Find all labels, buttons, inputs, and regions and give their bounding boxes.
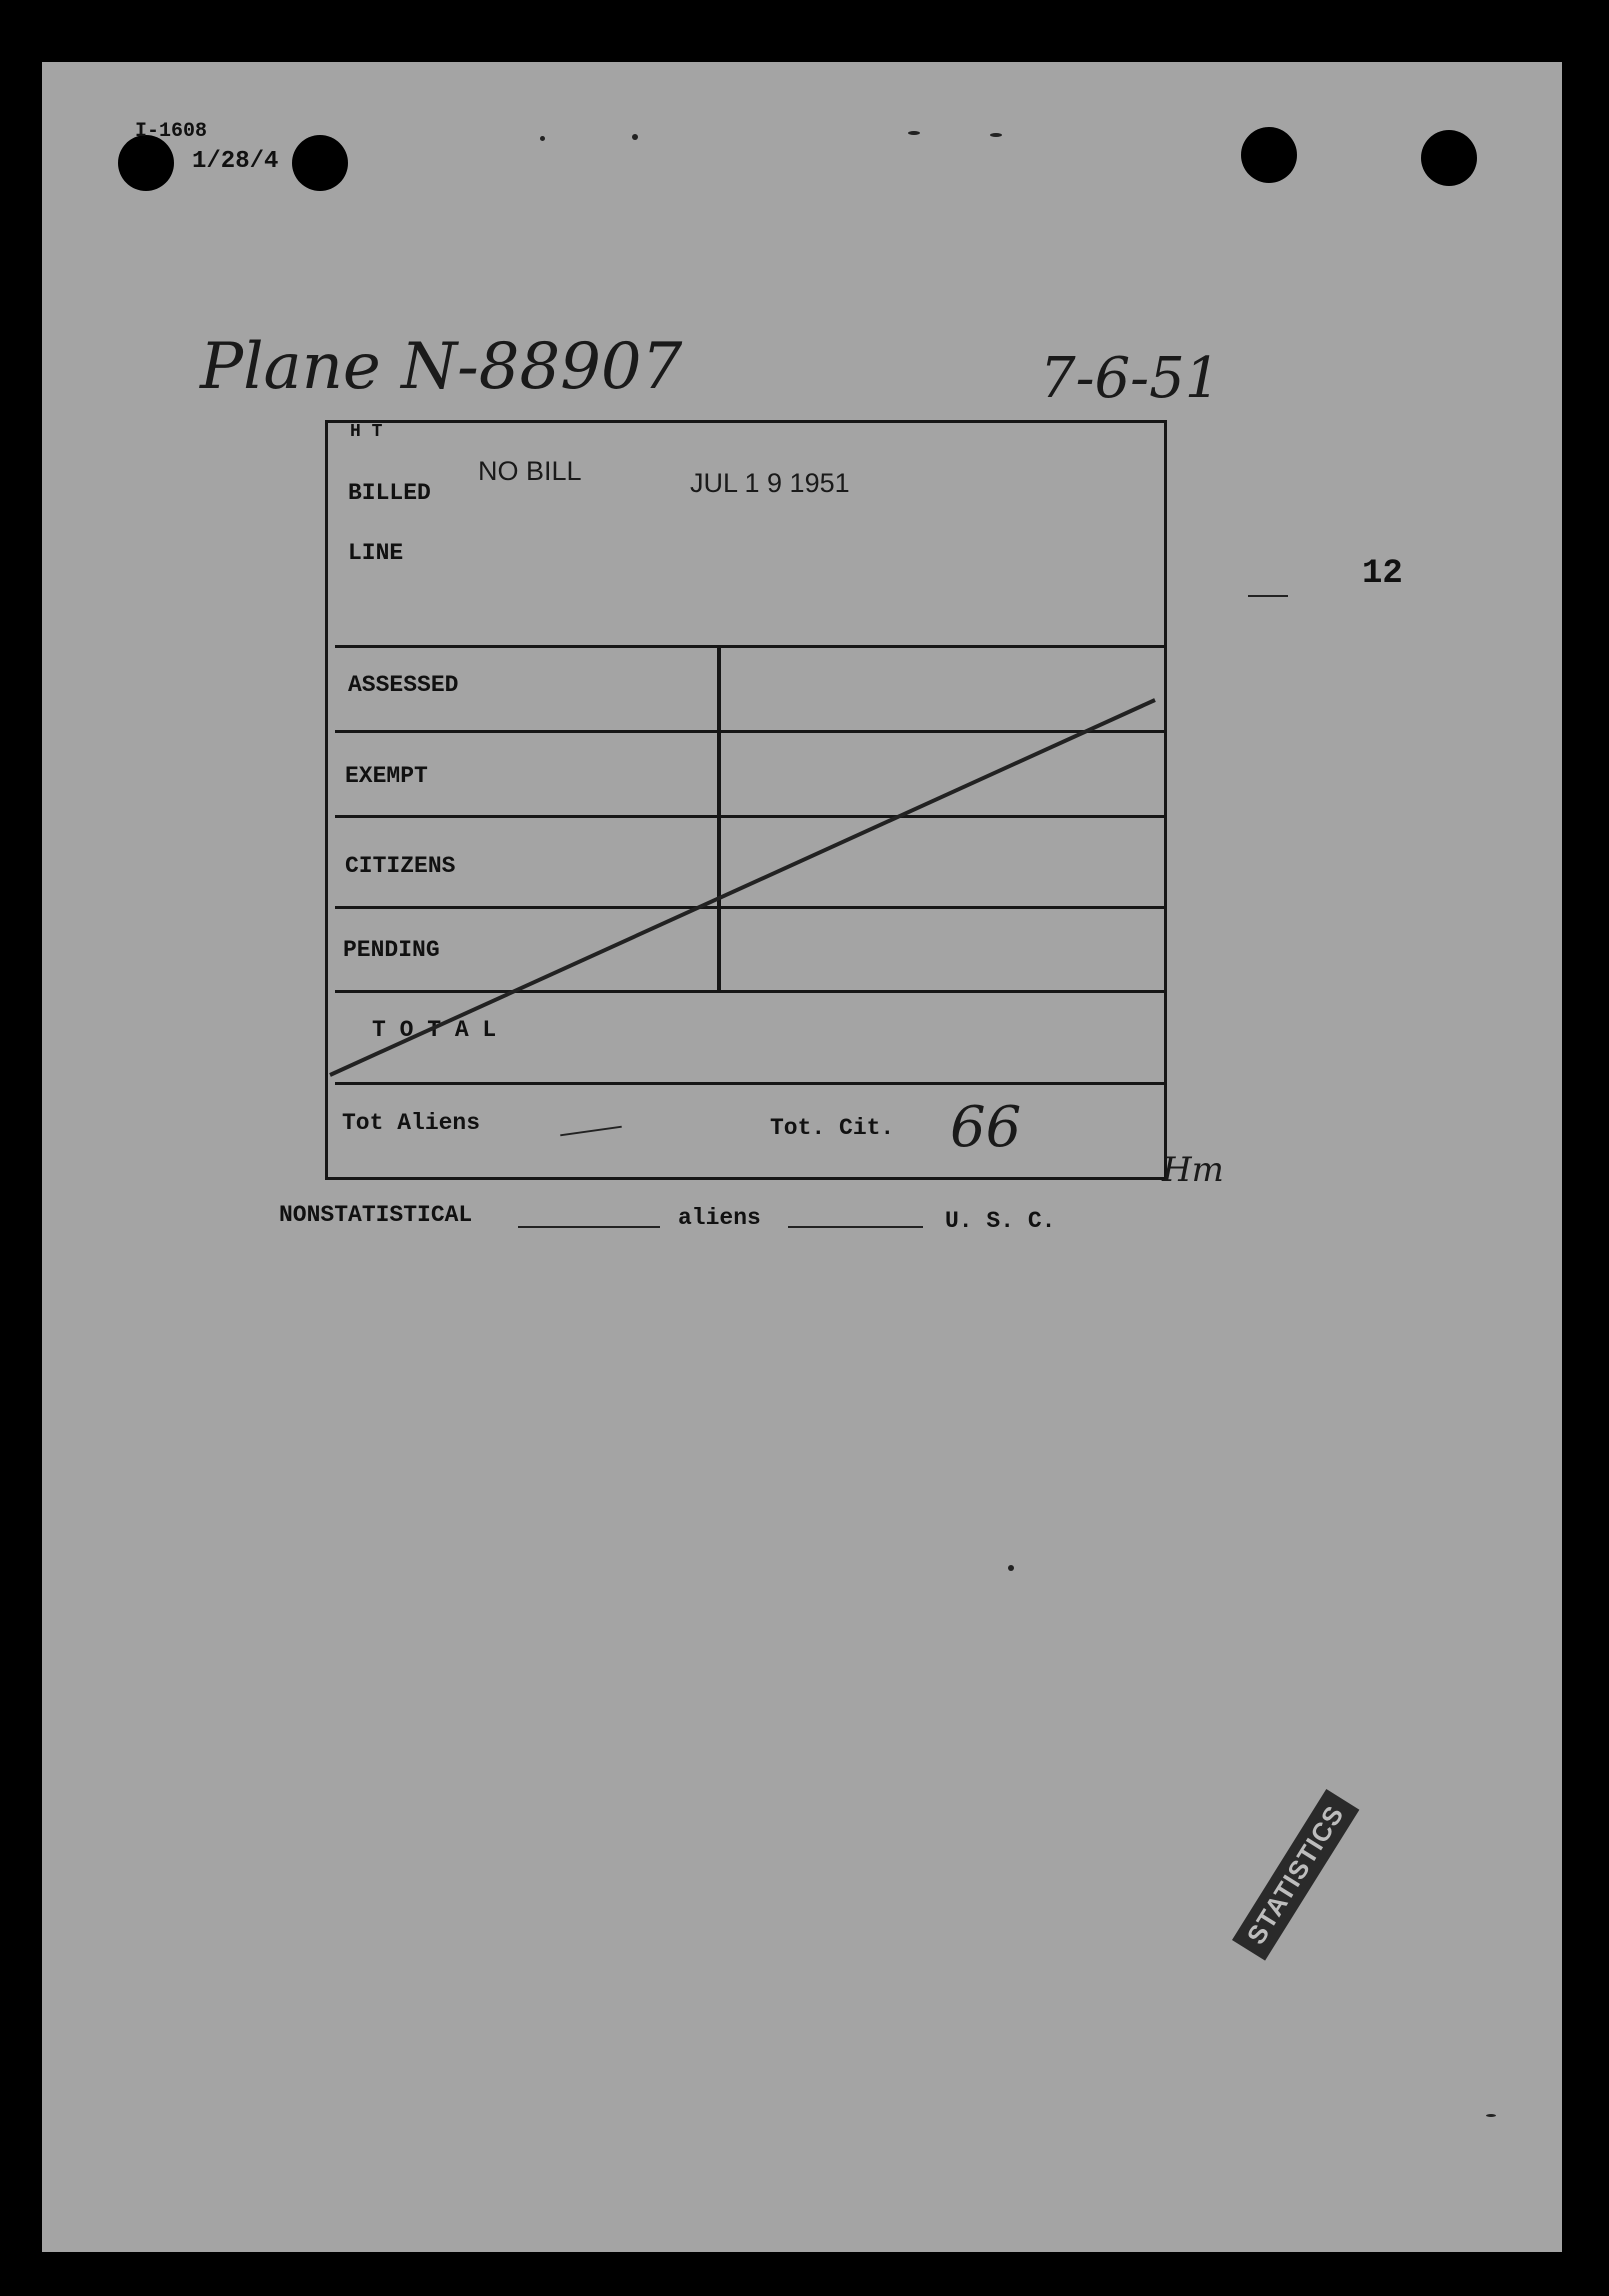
line-label: LINE (348, 540, 404, 566)
tot-cit-label: Tot. Cit. (770, 1115, 895, 1141)
page-number: 12 (1362, 555, 1403, 593)
nonstatistical-blank (518, 1226, 660, 1228)
handwritten-date: 7-6-51 (1040, 346, 1221, 411)
total-label: T O T A L (372, 1017, 497, 1043)
nonstatistical-label: NONSTATISTICAL (279, 1202, 473, 1228)
form-revision-date: 1/28/4 (192, 148, 279, 175)
exempt-label: EXEMPT (345, 763, 428, 789)
initials: Hm (1162, 1150, 1224, 1190)
plane-number: Plane N-88907 (200, 330, 683, 404)
form-number: I-1608 (135, 120, 208, 143)
usc-label: U. S. C. (945, 1208, 1056, 1234)
citizens-label: CITIZENS (345, 853, 456, 879)
no-bill-stamp: NO BILL (478, 456, 582, 486)
aliens-label: aliens (678, 1205, 761, 1231)
statistics-stamp: STATISTICS (1232, 1789, 1359, 1960)
assessed-label: ASSESSED (348, 672, 459, 698)
tot-aliens-label: Tot Aliens (342, 1110, 481, 1136)
received-date-stamp: JUL 1 9 1951 (690, 468, 850, 498)
billed-label: BILLED (348, 480, 431, 506)
ht-label: H T (350, 422, 383, 442)
pending-label: PENDING (343, 937, 440, 963)
aliens-blank (788, 1226, 923, 1228)
tot-cit-value: 66 (950, 1095, 1022, 1160)
